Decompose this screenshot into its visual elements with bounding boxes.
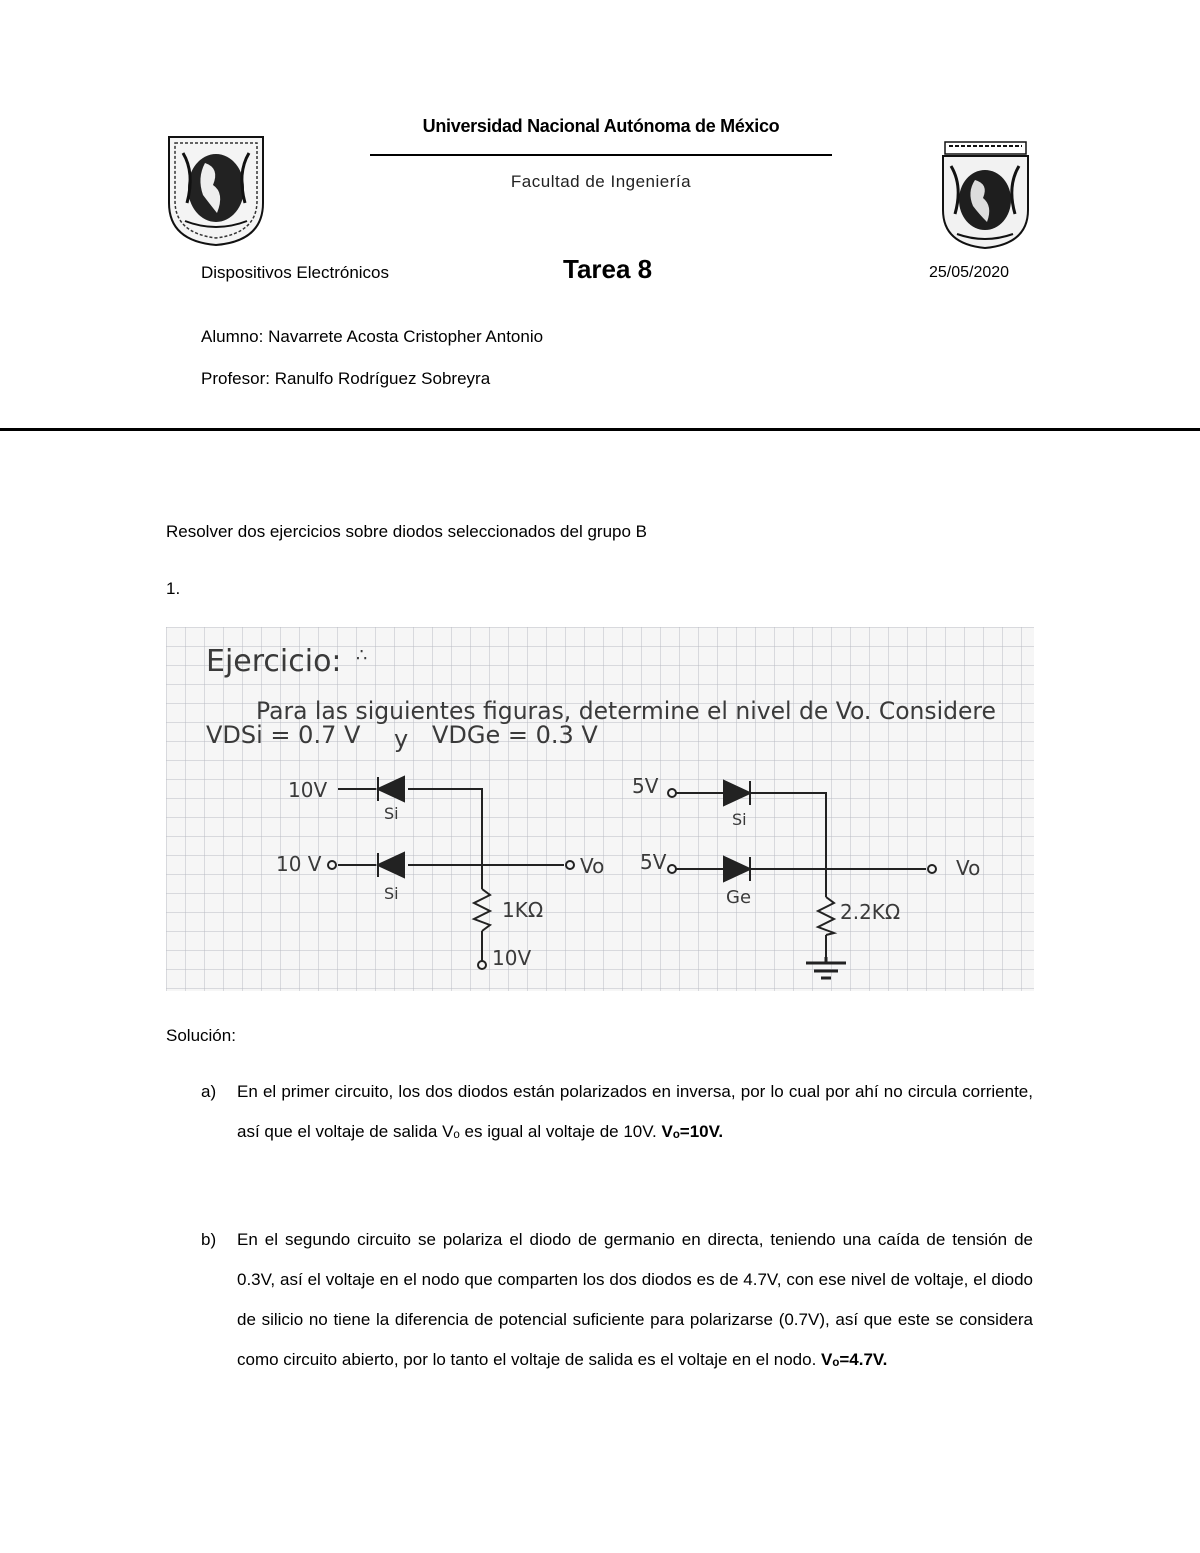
solution-item-result: Vₒ=10V. bbox=[661, 1122, 724, 1141]
exercise-figure bbox=[166, 627, 1034, 991]
c1-input-1-label: 10V bbox=[288, 778, 328, 802]
exercise-number: 1. bbox=[166, 579, 181, 598]
faculty-name: Facultad de Ingeniería bbox=[510, 172, 692, 191]
c2-diode-2-label: Ge bbox=[726, 887, 752, 908]
course-name: Dispositivos Electrónicos bbox=[201, 263, 390, 282]
solution-item-label: a) bbox=[201, 1082, 217, 1101]
c1-supply-label: 10V bbox=[492, 946, 532, 970]
c2-output-label: Vo bbox=[956, 856, 981, 880]
professor-name: Profesor: Ranulfo Rodríguez Sobreyra bbox=[201, 369, 491, 388]
c2-resistor-label: 2.2KΩ bbox=[840, 900, 901, 924]
figure-and: y bbox=[394, 725, 409, 753]
c1-diode-2-label: Si bbox=[384, 884, 399, 903]
assignment-date: 25/05/2020 bbox=[929, 264, 1010, 281]
assignment-prompt: Resolver dos ejercicios sobre diodos seleccionados del grupo B bbox=[166, 522, 647, 541]
unam-seal-logo bbox=[165, 133, 267, 248]
solution-item-text: En el segundo circuito se polariza el diodo de germanio en directa, teniendo una caída de tensión de 0.3V, así el voltaje en el nodo que comparten los dos diodos es de 4.7V, con ese nivel de voltaje, el diodo de silicio no tiene la diferencia de potencial suficiente para polarizarse (0.7V), así que este se considera como circuito abierto, por lo tanto el voltaje de salida es el voltaje en el nodo. Vₒ=4.7V. bbox=[237, 1230, 1033, 1369]
header-divider bbox=[370, 154, 832, 156]
assignment-title: Tarea 8 bbox=[563, 254, 653, 284]
solution-heading: Solución: bbox=[166, 1026, 236, 1045]
solution-item-label: b) bbox=[201, 1230, 217, 1249]
c2-input-1-label: 5V bbox=[632, 774, 659, 798]
student-name: Alumno: Navarrete Acosta Cristopher Antonio bbox=[201, 327, 544, 346]
solution-item-a bbox=[201, 1072, 1033, 1152]
figure-heading: Ejercicio: bbox=[206, 644, 342, 679]
c1-output-label: Vo bbox=[580, 854, 605, 878]
sparkle-mark: ∴ bbox=[356, 645, 368, 666]
c1-diode-1-label: Si bbox=[384, 804, 399, 823]
solution-item-text: En el primer circuito, los dos diodos están polarizados en inversa, por lo cual por ahí no circula corriente, así que el voltaje de salida Vₒ es igual al voltaje de 10V. Vₒ=10V. bbox=[237, 1082, 1033, 1141]
c2-input-2-label: 5V bbox=[640, 850, 667, 874]
university-name: Universidad Nacional Autónoma de México bbox=[422, 116, 780, 136]
figure-statement-line1: Para las siguientes figuras, determine el nivel de Vo. Considere bbox=[256, 697, 996, 725]
solution-item-b bbox=[201, 1220, 1033, 1380]
figure-vdsi: VDSi = 0.7 V bbox=[206, 721, 361, 749]
ingenieria-seal-logo bbox=[937, 140, 1034, 250]
page-divider bbox=[0, 428, 1200, 431]
c1-resistor-label: 1KΩ bbox=[502, 898, 544, 922]
c1-input-2-label: 10 V bbox=[276, 852, 322, 876]
solution-item-result: Vₒ=4.7V. bbox=[821, 1350, 888, 1369]
figure-vdge: VDGe = 0.3 V bbox=[432, 721, 598, 749]
c2-diode-1-label: Si bbox=[732, 810, 747, 829]
